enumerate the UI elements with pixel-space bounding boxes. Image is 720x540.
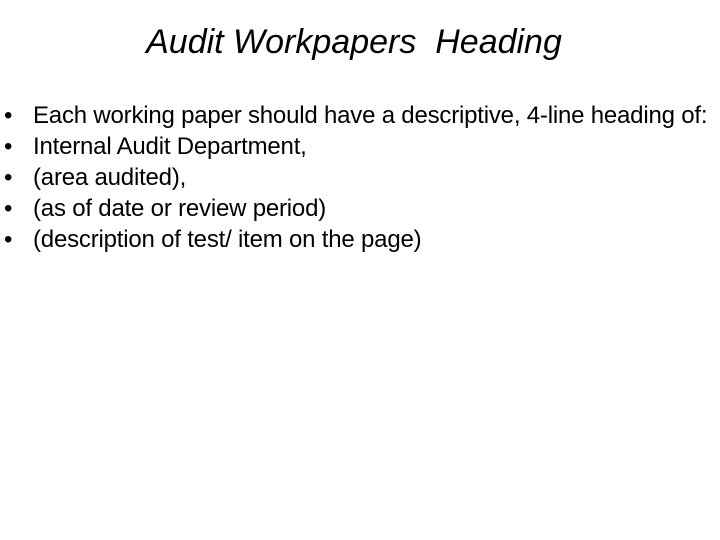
bullet-point: • [4,133,13,160]
bullet-point: • [4,226,13,253]
bullet-text: (as of date or review period) [33,195,327,222]
bullet-point: • [4,164,13,191]
bullet-point: • [4,102,13,129]
bullet-list [4,100,716,255]
bullet-item [4,224,716,255]
bullet-item [4,100,716,131]
bullet-item [4,193,716,224]
bullet-item [4,162,716,193]
bullet-text: (area audited), [33,164,187,191]
bullet-text: Each working paper should have a descriptive, 4-line heading of: [33,102,708,129]
bullet-text: (description of test/ item on the page) [33,226,422,253]
bullet-text: Internal Audit Department, [33,133,307,160]
bullet-item [4,131,716,162]
bullet-point: • [4,195,13,222]
slide-title: Audit Workpapers Heading [146,23,562,61]
